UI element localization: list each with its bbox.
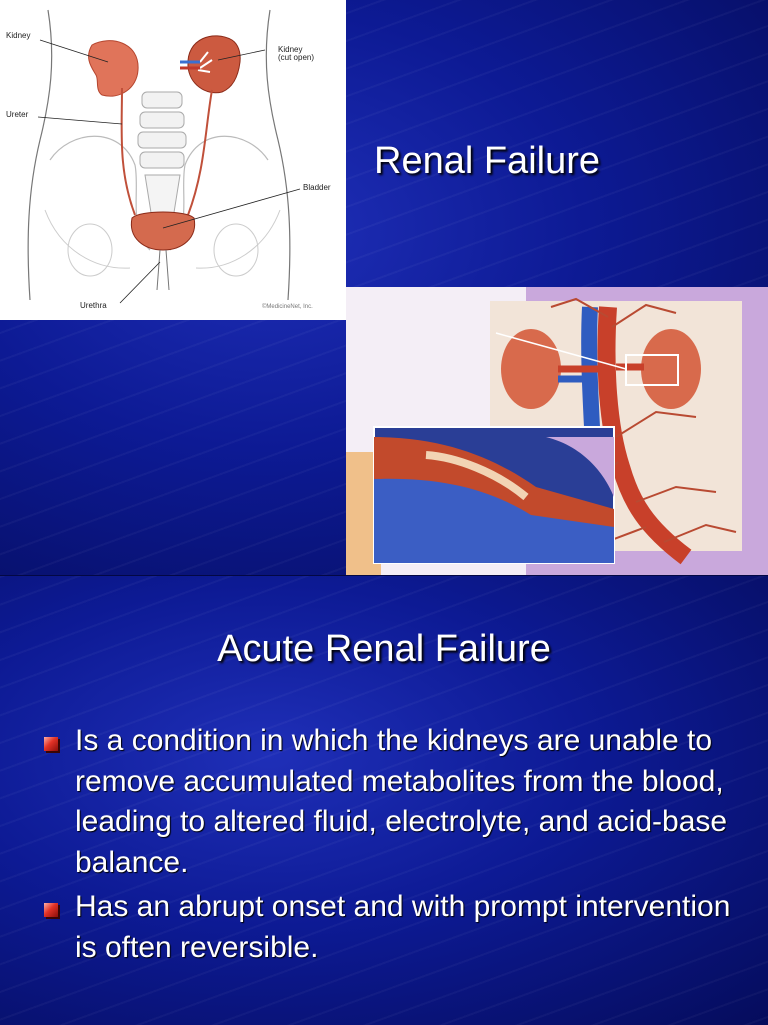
slide-title: Renal Failure <box>374 140 600 182</box>
label-bladder: Bladder <box>303 183 331 192</box>
bullet-item <box>44 887 744 968</box>
renal-artery-picture <box>346 287 768 575</box>
label-kidney: Kidney <box>6 31 31 40</box>
bullet-text: Has an abrupt onset and with prompt intervention is often reversible. <box>75 890 731 964</box>
label-urethra: Urethra <box>80 301 107 310</box>
slide-acute-renal-failure <box>0 575 768 1025</box>
label-kidney-cut-open: Kidney (cut open) <box>278 45 315 62</box>
bullet-item <box>44 721 744 883</box>
medicinenet-credit: ©MedicineNet, Inc. <box>262 304 313 310</box>
urinary-system-diagram <box>0 0 346 320</box>
label-ureter: Ureter <box>6 110 29 119</box>
slide-title: Acute Renal Failure <box>217 628 551 670</box>
red-square-bullet-icon <box>44 903 58 917</box>
red-square-bullet-icon <box>44 737 58 751</box>
bullet-text: Is a condition in which the kidneys are unable to remove accumulated metabolites from the blood, leading to altered fluid, electrolyte, and acid-base balance. <box>75 724 728 879</box>
renal-artery-illustration <box>346 287 768 575</box>
bullet-list <box>44 721 744 972</box>
